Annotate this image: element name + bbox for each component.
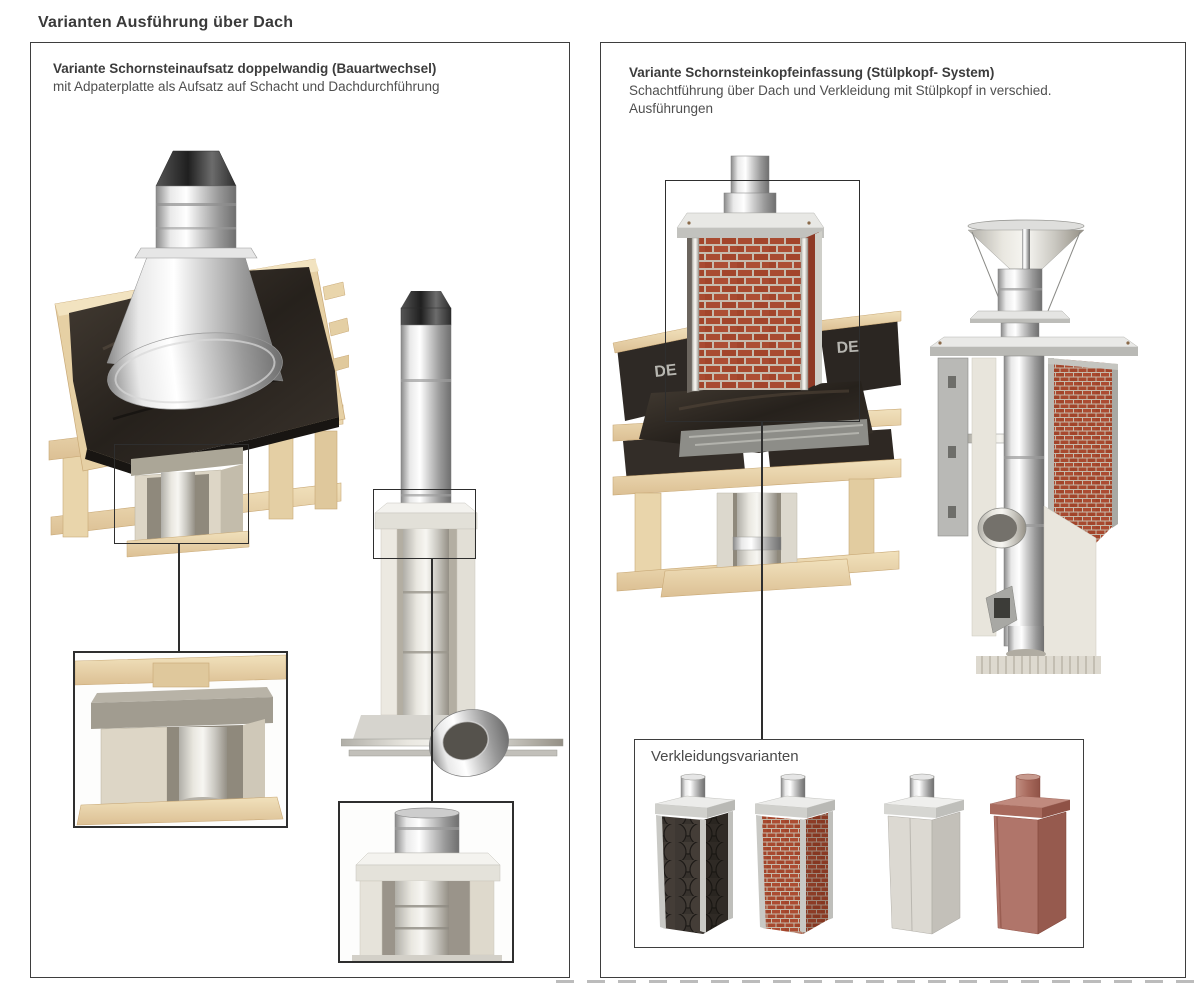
callout-rect-brick-head — [665, 180, 860, 422]
variant-slate-cladding — [649, 770, 737, 942]
panel-right-subtitle-line1: Schachtführung über Dach und Verkleidung mit Stülpkopf in verschied. — [629, 83, 1052, 98]
steel-collar — [395, 808, 459, 853]
callout-rect-adapter — [373, 489, 476, 559]
callout-line-adapter — [431, 559, 433, 801]
cladding-variants-box — [634, 739, 1084, 948]
variant-brick-cladding — [749, 770, 837, 942]
panel-right-title: Variante Schornsteinkopfeinfassung (Stülpkopf- System) — [629, 65, 995, 80]
page-title: Varianten Ausführung über Dach — [38, 14, 294, 31]
variant-stainless-cladding — [878, 770, 966, 942]
panel-left-subtitle: mit Adpaterplatte als Aufsatz auf Schacht und Dachdurchführung — [53, 79, 440, 94]
adapter-plate — [356, 853, 500, 881]
shaft-below-roof — [661, 493, 851, 597]
panel-right-header — [629, 63, 1052, 118]
panel-right-subtitle-line2: Ausführungen — [629, 101, 714, 116]
callout-rect-shaft — [114, 444, 249, 544]
panel-left-title: Variante Schornsteinaufsatz doppelwandig (Bauartwechsel) — [53, 61, 437, 76]
variant-painted-red-cladding — [984, 770, 1072, 942]
detail-photo-shaft-head — [73, 651, 288, 828]
cap-collar — [970, 269, 1070, 337]
photo-shaft-head-closeup — [75, 653, 286, 826]
pipe-dark-cap — [401, 291, 451, 325]
photo-shaft-cutaway — [916, 206, 1161, 681]
panel-left-header — [53, 59, 440, 96]
pipe-body — [401, 325, 451, 509]
shaft-cutaway — [352, 881, 502, 961]
detail-photo-adapter — [338, 801, 514, 963]
membrane-brand-text: DE — [653, 361, 678, 381]
panel-variant-bauartwechsel — [30, 42, 570, 978]
panel-variant-stuelpkopf — [600, 42, 1186, 978]
top-plate — [930, 337, 1138, 356]
membrane-brand-text: DE — [836, 338, 860, 357]
double-wall-chimney-pipe — [135, 151, 257, 258]
callout-line-brick-head — [761, 422, 763, 739]
cladding-variants-label: Verkleidungsvarianten — [651, 748, 799, 765]
concrete-collar — [91, 687, 273, 729]
callout-line-shaft — [178, 544, 180, 651]
page-cut-dashed-line — [556, 980, 1196, 983]
photo-adapter-closeup — [340, 803, 512, 961]
